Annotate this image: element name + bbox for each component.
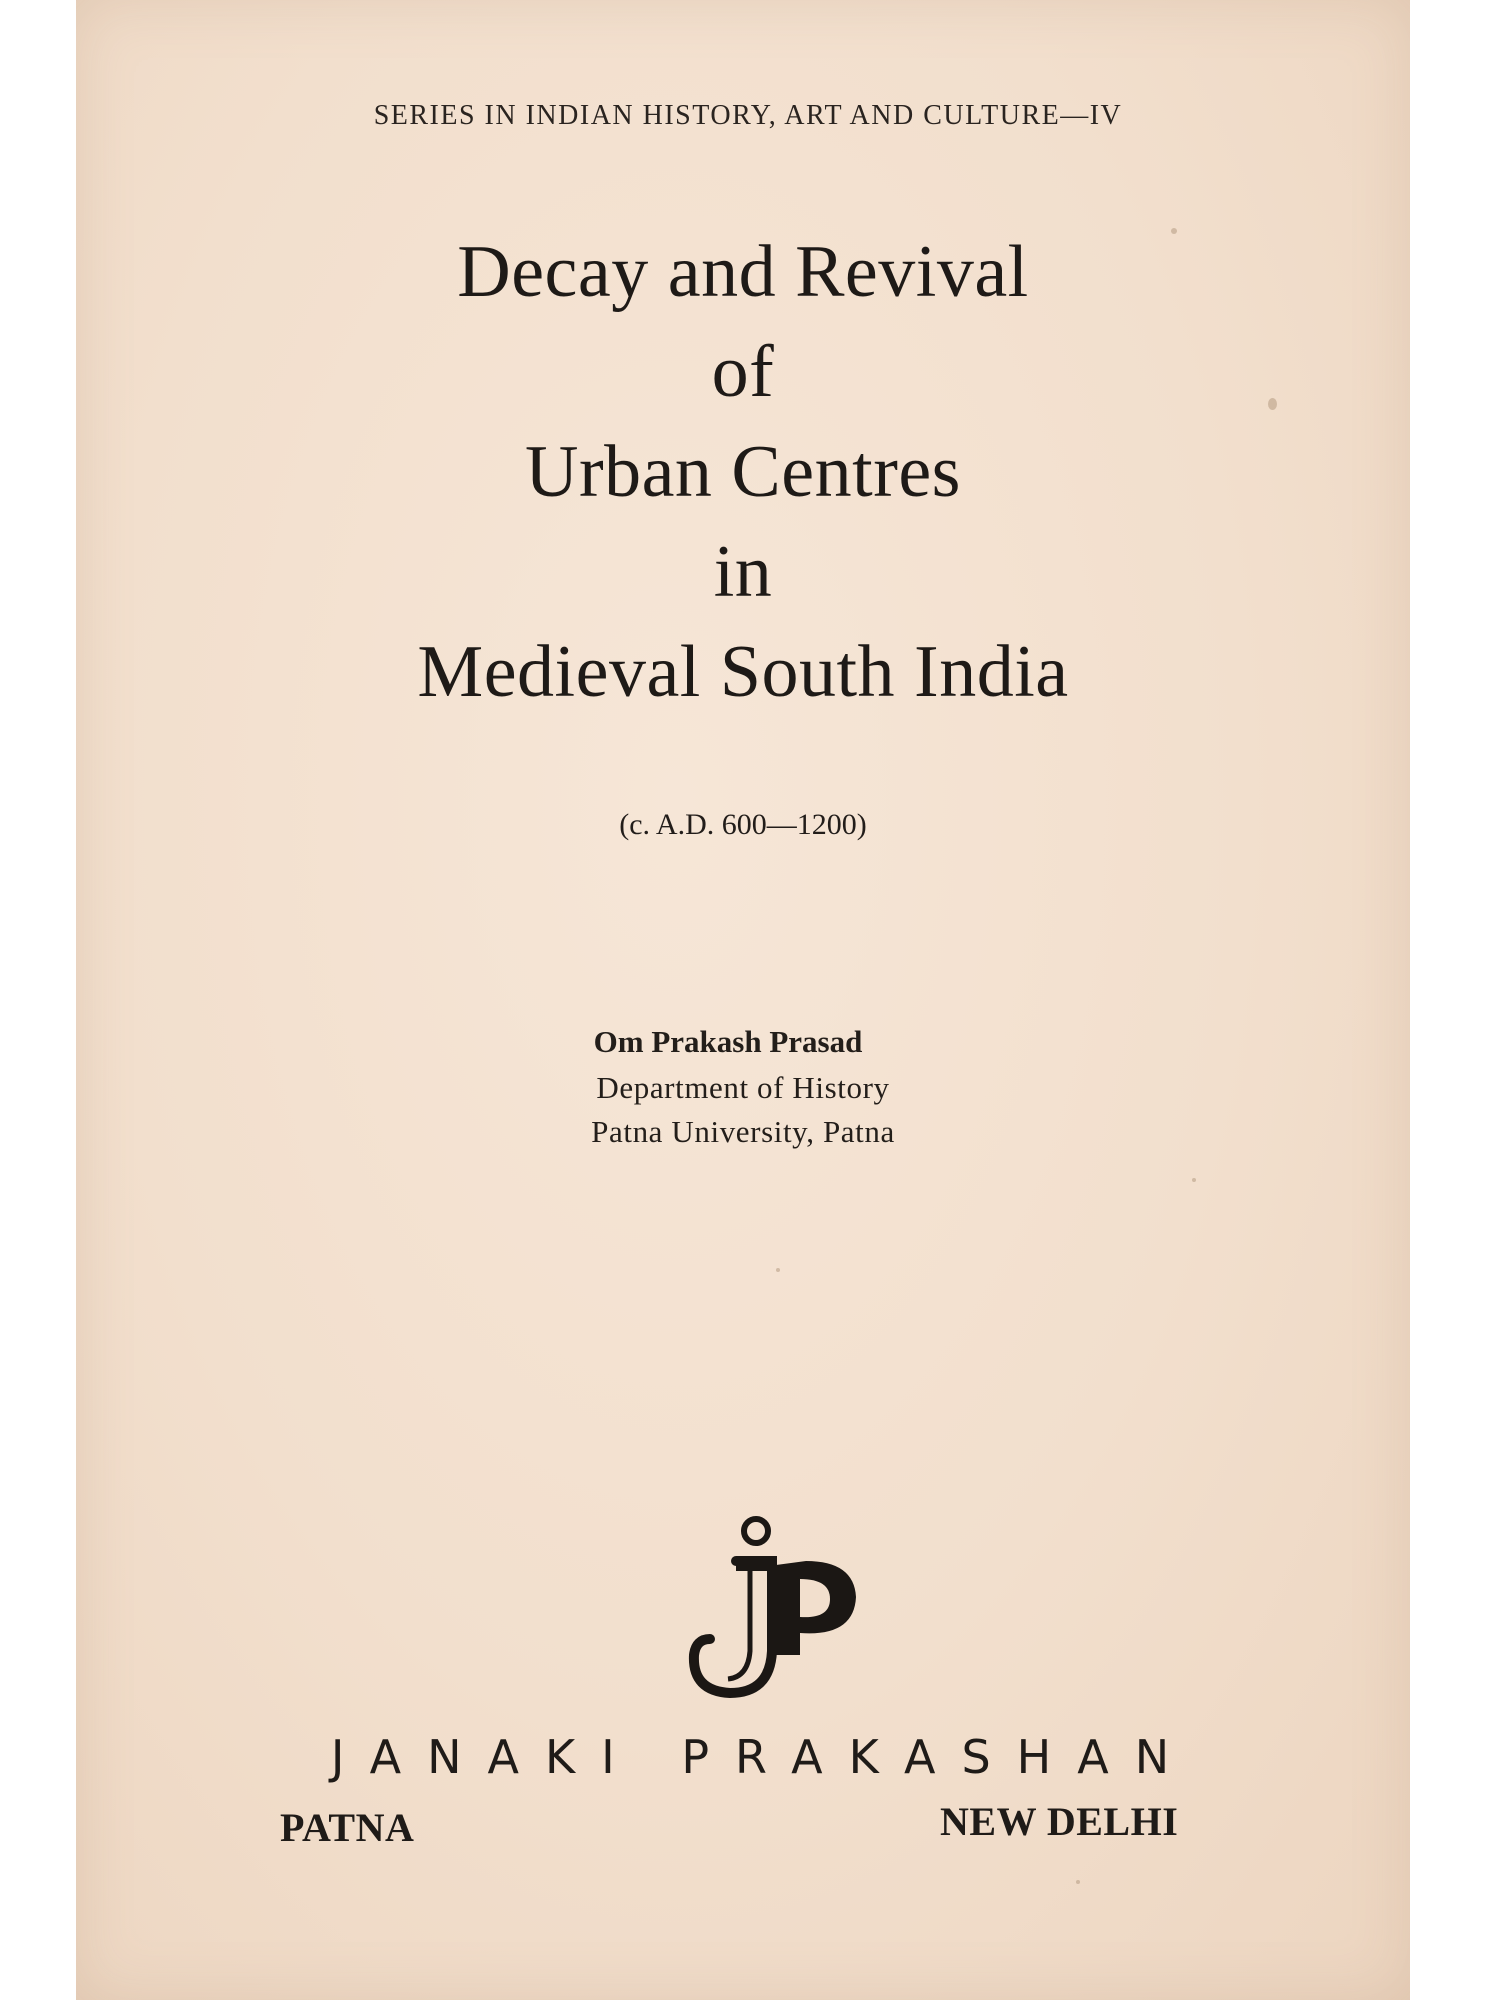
author-affiliation: Patna University, Patna — [591, 1114, 895, 1149]
publisher-logo-icon — [684, 1505, 884, 1705]
title-line: in — [713, 531, 773, 613]
title-line: of — [711, 331, 775, 413]
paper-speck — [776, 1268, 780, 1272]
title-line: Medieval South India — [417, 631, 1069, 713]
publisher-name: JANAKI PRAKASHAN — [330, 1730, 1196, 1784]
date-range: (c. A.D. 600—1200) — [619, 808, 867, 841]
title-line: Decay and Revival — [457, 231, 1029, 313]
author-name: Om Prakash Prasad — [593, 1024, 863, 1059]
paper-speck — [1076, 1880, 1080, 1884]
book-title — [76, 222, 1410, 722]
series-heading: SERIES IN INDIAN HISTORY, ART AND CULTURE—IV — [373, 100, 1123, 131]
publisher-city-new-delhi: NEW DELHI — [940, 1799, 1179, 1844]
title-line: Urban Centres — [525, 431, 961, 513]
author-department: Department of History — [596, 1070, 890, 1105]
paper-speck — [1192, 1178, 1196, 1182]
author-block — [76, 1018, 1410, 1154]
title-page — [76, 0, 1410, 2000]
publisher-city-patna: PATNA — [280, 1805, 415, 1850]
